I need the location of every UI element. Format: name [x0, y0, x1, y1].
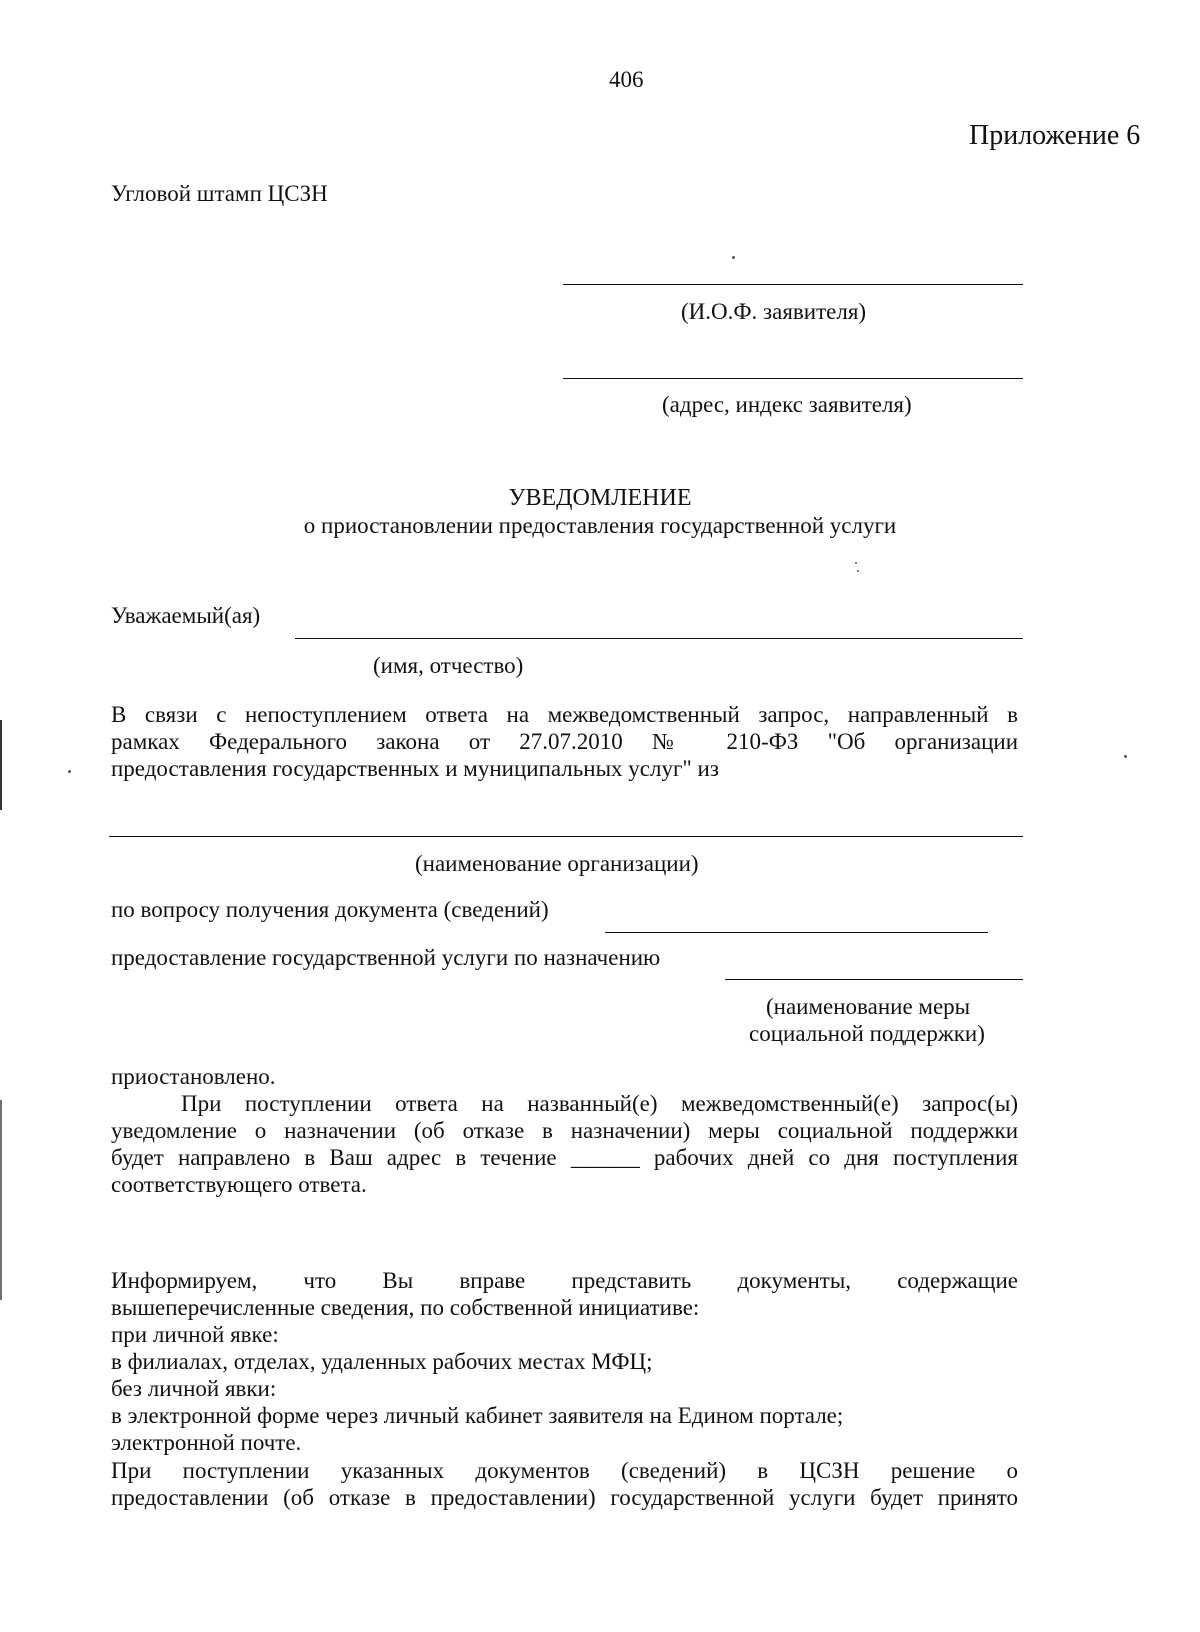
applicant-address-line [563, 378, 1023, 379]
service-provision-label: предоставление государственной услуги по назначению [111, 945, 661, 970]
paragraph-line: предоставлении (об отказе в предоставлении) государственной услуги будет принято [111, 1485, 1018, 1510]
paragraph-line: соответствующего ответа. [111, 1172, 367, 1197]
notice-subtitle: о приостановлении предоставления государственной услуги [303, 513, 897, 538]
paragraph-line: при личной явке: [111, 1322, 279, 1347]
scan-speck [732, 256, 735, 259]
paragraph-line: рамках Федерального закона от 27.07.2010 № 210-ФЗ "Об организации [111, 729, 1018, 754]
paragraph-line: в электронной форме через личный кабинет заявителя на Едином портале; [111, 1403, 844, 1428]
paragraph-line: вышеперечисленные сведения, по собственной инициативе: [111, 1295, 700, 1320]
paragraph-line: без личной явки: [111, 1376, 277, 1401]
scan-edge-mark [0, 720, 2, 810]
paragraph-line: электронной почте. [111, 1430, 302, 1455]
scan-edge-mark [0, 1100, 2, 1300]
paragraph-line: уведомление о назначении (об отказе в назначении) меры социальной поддержки [111, 1118, 1018, 1143]
appendix-label: Приложение 6 [969, 120, 1141, 151]
paragraph-line: В связи с непоступлением ответа на межведомственный запрос, направленный в [111, 702, 1018, 727]
paragraph-line: При поступлении ответа на названный(е) межведомственный(е) запрос(ы) [181, 1091, 1018, 1116]
support-measure-line [725, 979, 1023, 980]
notice-title: УВЕДОМЛЕНИЕ [508, 485, 692, 511]
corner-stamp-label: Угловой штамп ЦСЗН [111, 181, 328, 206]
salutation-name-line [295, 638, 1023, 639]
paragraph-line: будет направлено в Ваш адрес в течение ______ рабочих дней со дня поступления [111, 1145, 1018, 1170]
support-measure-caption-1: (наименование меры [766, 994, 971, 1019]
support-measure-caption-2: социальной поддержки) [749, 1021, 985, 1046]
paragraph-line: Информируем, что Вы вправе представить документы, содержащие [111, 1268, 1018, 1293]
organization-caption: (наименование организации) [415, 851, 699, 876]
suspended-word: приостановлено. [111, 1064, 276, 1089]
applicant-address-caption: (адрес, индекс заявителя) [662, 392, 912, 417]
applicant-name-line [563, 284, 1023, 285]
applicant-name-caption: (И.О.Ф. заявителя) [681, 299, 867, 324]
organization-line [109, 836, 1023, 837]
scan-speck [68, 770, 71, 773]
document-question-line [605, 932, 988, 933]
scan-speck [1124, 755, 1127, 758]
salutation-name-caption: (имя, отчество) [373, 653, 524, 678]
page-number: 406 [609, 67, 644, 92]
salutation: Уважаемый(ая) [111, 603, 261, 628]
paragraph-line: При поступлении указанных документов (сведений) в ЦСЗН решение о [111, 1458, 1018, 1483]
scan-speck [857, 570, 859, 572]
paragraph-line: в филиалах, отделах, удаленных рабочих местах МФЦ; [111, 1349, 653, 1374]
paragraph-line: предоставления государственных и муниципальных услуг" из [111, 756, 719, 781]
scan-speck [855, 562, 857, 564]
document-question-label: по вопросу получения документа (сведений) [111, 897, 549, 922]
